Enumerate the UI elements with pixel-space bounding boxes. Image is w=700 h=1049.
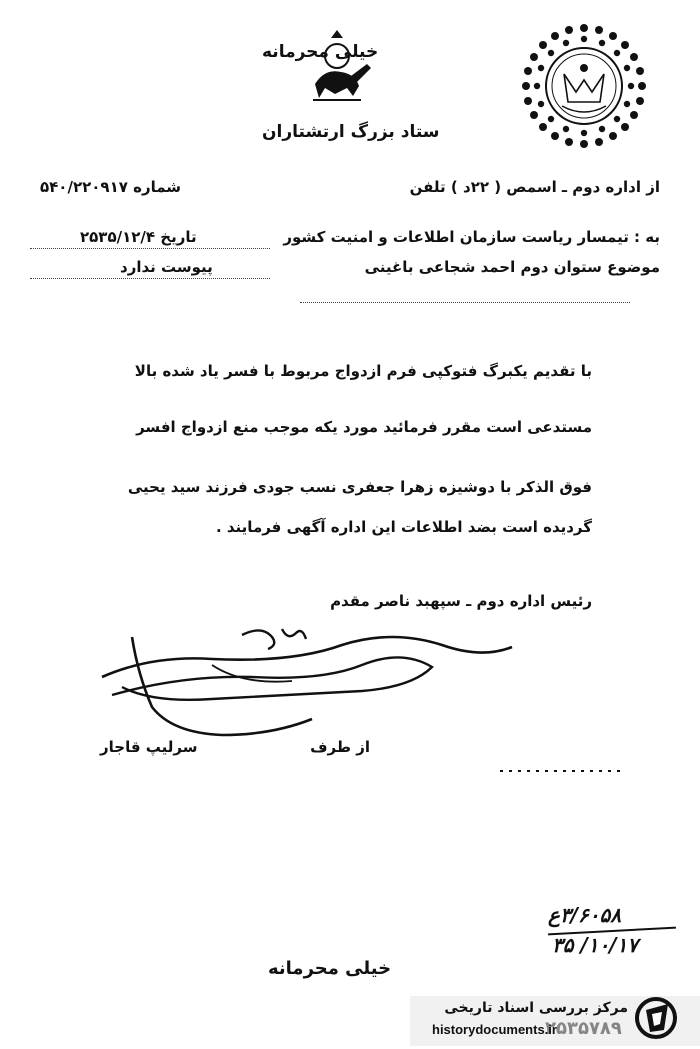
- date-field: تاریخ ۲۵۳۵/۱۲/۴: [80, 228, 197, 246]
- rosette-seal-icon: [518, 22, 650, 154]
- archive-logo-icon: [628, 996, 688, 1040]
- number-field: شماره ۵۴۰/۲۲۰۹۱۷: [40, 178, 182, 196]
- body-line: مستدعی است مقرر فرمائید مورد یکه موجب منع ازدواج افسر: [136, 418, 592, 436]
- watermark-url[interactable]: historydocuments.ir: [432, 1022, 557, 1037]
- attachment-field: پیوست ندارد: [120, 258, 213, 276]
- handwritten-signature: [92, 615, 532, 740]
- registration-number: ۳/۶۰۵۸ع: [548, 903, 621, 927]
- classification-stamp: خیلی محرمانه: [262, 42, 379, 62]
- body-line: فوق الذکر با دوشیزه زهرا جعفری نسب جودی فرزند سید یحیی: [127, 478, 592, 496]
- subject-underline: [300, 302, 630, 303]
- to-field: به : تیمسار ریاست سازمان اطلاعات و امنیت کشور: [283, 228, 660, 246]
- body-line: با تقدیم یکبرگ فتوکپی فرم ازدواج مربوط با فسر یاد شده بالا: [134, 362, 592, 380]
- registration-date: ۱۰/۱۷/ ۳۵: [552, 933, 639, 957]
- attachment-underline: [30, 278, 270, 279]
- date-underline: [30, 248, 270, 249]
- organization-name: ستاد بزرگ ارتشتاران: [262, 122, 440, 142]
- on-behalf-name: سرلیپ قاجار: [100, 738, 198, 756]
- body-line: گردیده است بضد اطلاعات این اداره آگهی فرمایند .: [215, 518, 592, 536]
- lion-and-sun-emblem-icon: [255, 28, 395, 108]
- classification-stamp: خیلی محرمانه: [268, 958, 392, 979]
- signer-name: رئیس اداره دوم ـ سپهبد ناصر مقدم: [330, 592, 592, 610]
- from-field: از اداره دوم ـ اسمص ( ۲۲د ) تلفن: [409, 178, 660, 196]
- watermark-title: مرکز بررسی اسناد تاریخی: [444, 1000, 628, 1016]
- on-behalf-label: از طرف: [310, 738, 370, 756]
- divider: [500, 770, 620, 772]
- subject-field: موضوع ستوان دوم احمد شجاعی باغینی: [364, 258, 660, 276]
